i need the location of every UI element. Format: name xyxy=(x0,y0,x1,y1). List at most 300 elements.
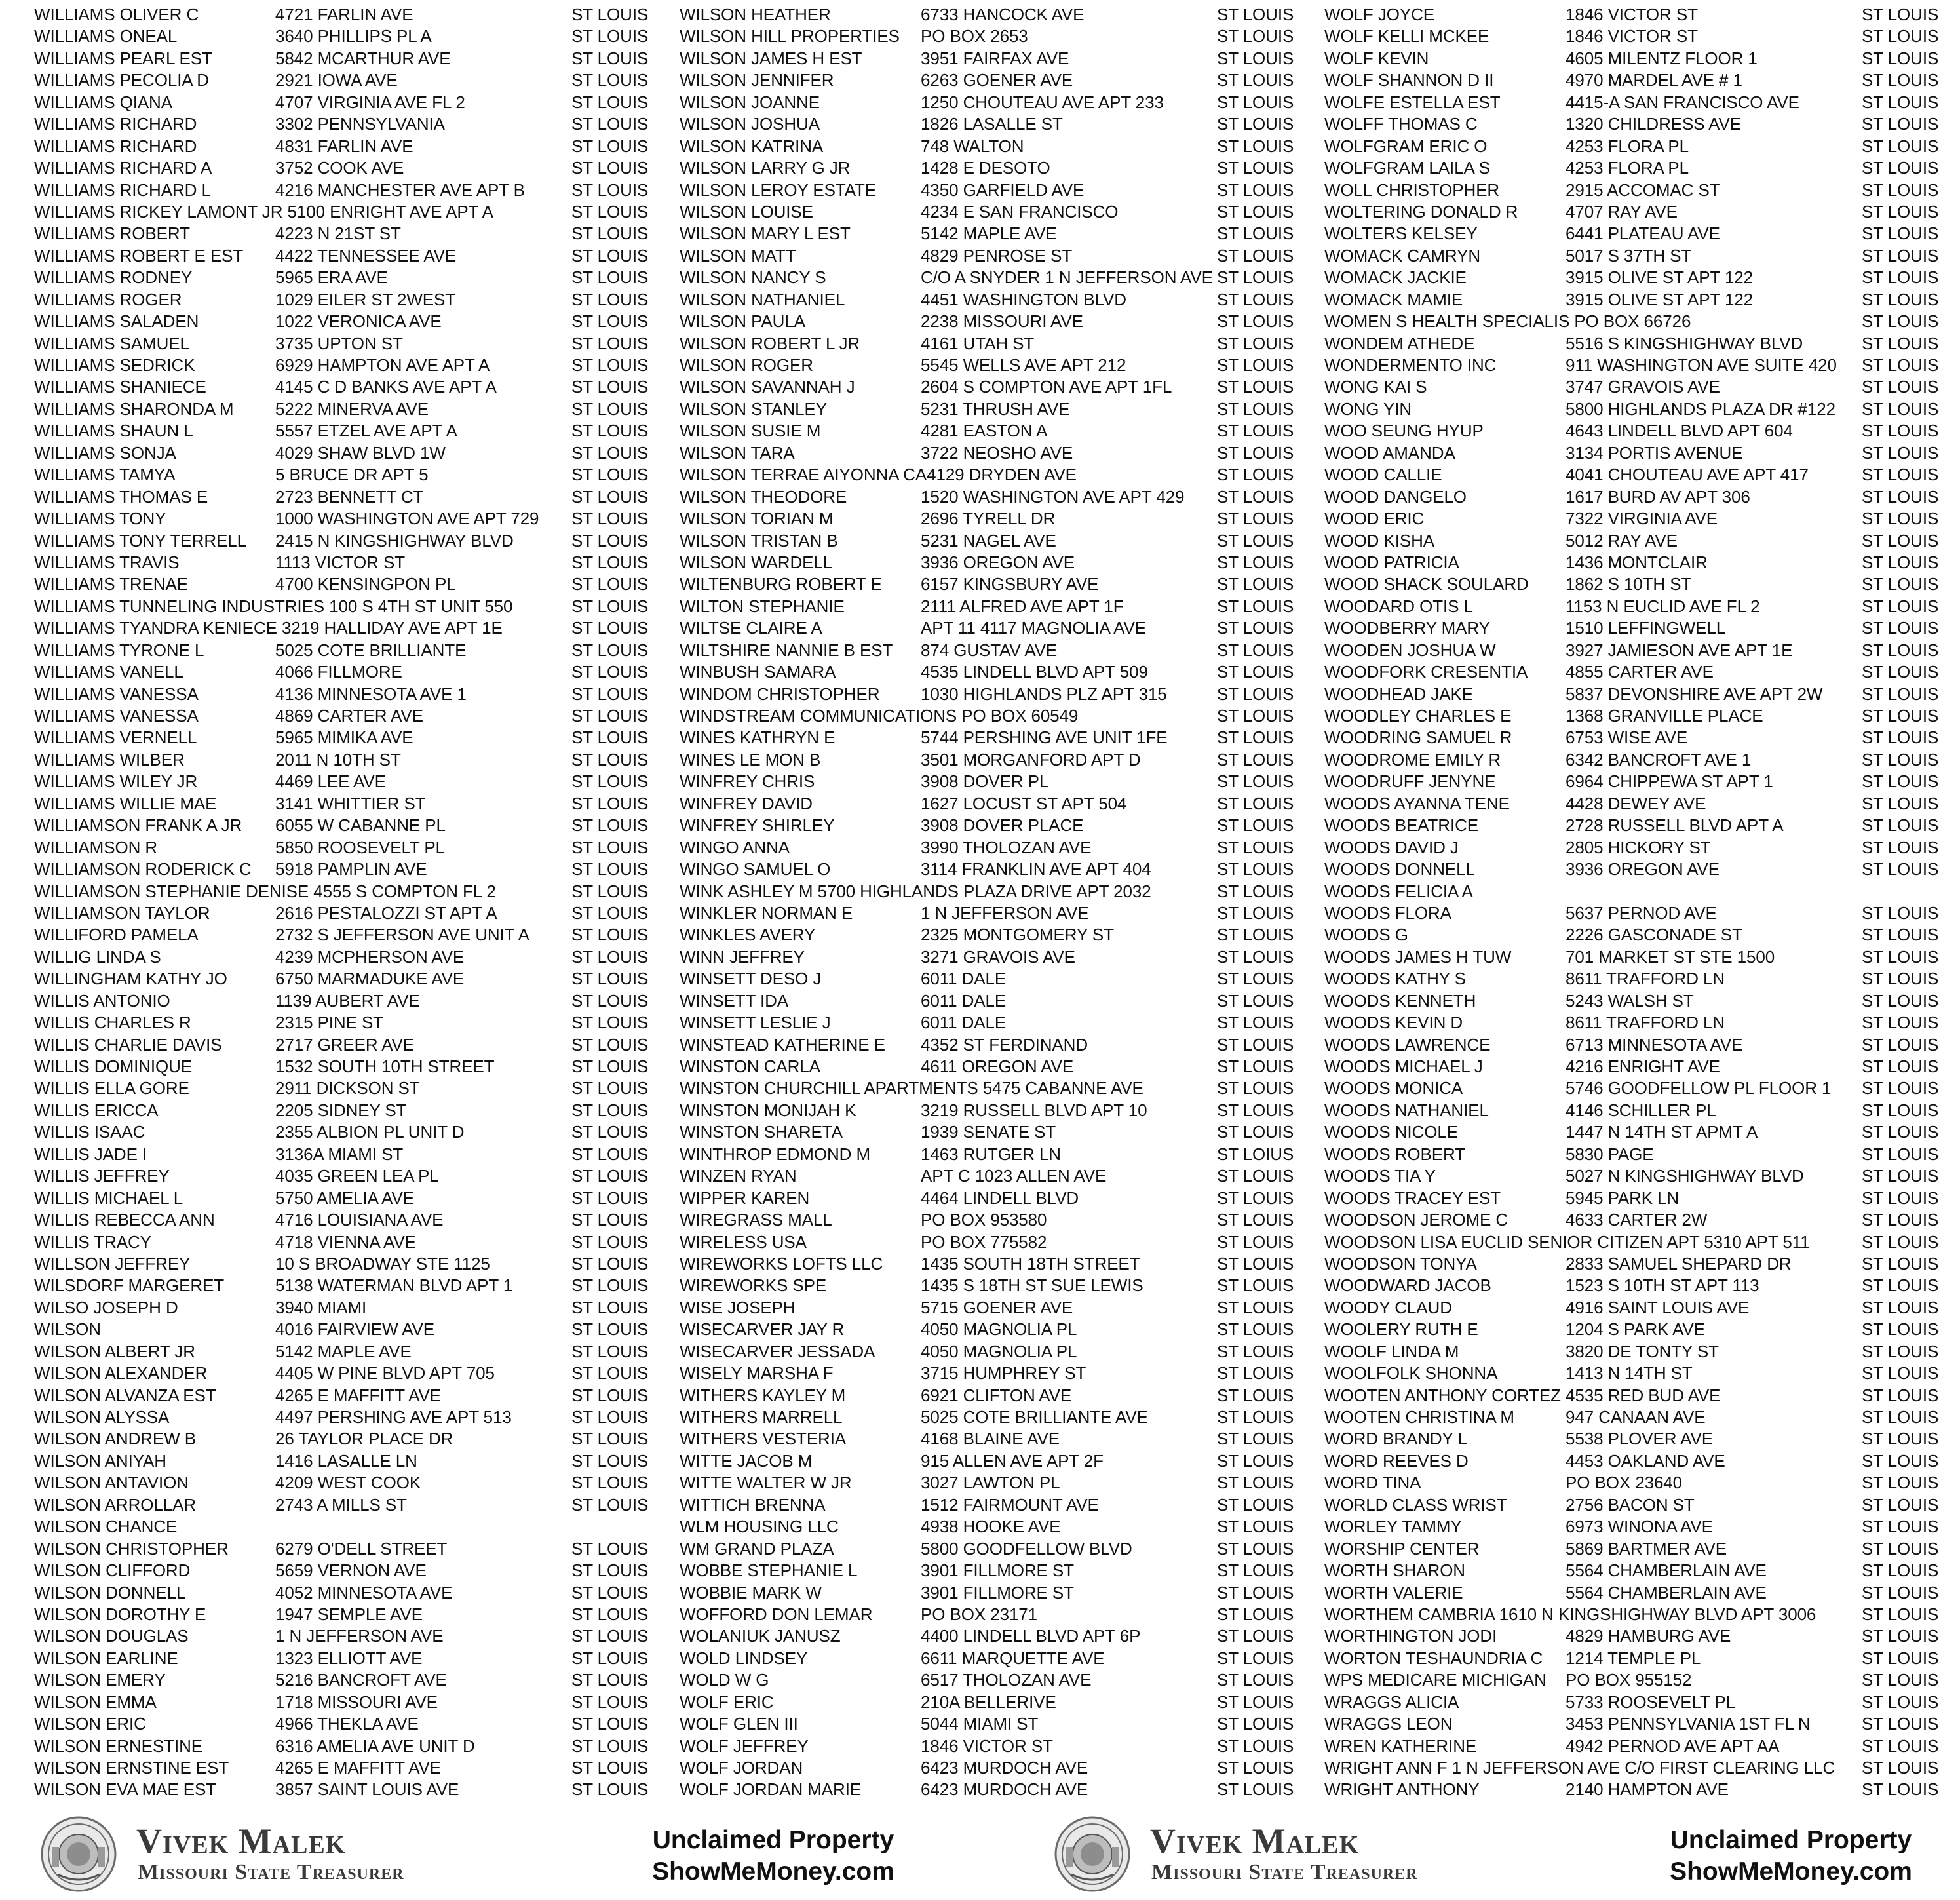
owner-address: 3752 COOK AVE xyxy=(275,157,408,179)
owner-address: 5659 VERNON AVE xyxy=(275,1560,431,1581)
owner-address: 1320 CHILDRESS AVE xyxy=(1566,113,1745,135)
listing-row xyxy=(34,1165,676,1187)
owner-name: WILLIG LINDA S xyxy=(34,946,165,968)
owner-name: WILSON LEROY ESTATE xyxy=(680,180,880,201)
owner-name: WORD REEVES D xyxy=(1324,1450,1472,1472)
owner-city: ST LOUIS xyxy=(1217,859,1294,880)
listing-row xyxy=(34,223,676,244)
owner-city: ST LOUIS xyxy=(1217,837,1294,857)
owner-address: 8611 TRAFFORD LN xyxy=(1566,968,1729,990)
owner-city: ST LOUIS xyxy=(1862,355,1939,375)
owner-name: WILLIAMS PECOLIA D xyxy=(34,69,213,91)
owner-city: ST LOUIS xyxy=(1217,1210,1294,1230)
owner-city: ST LOUIS xyxy=(1862,1078,1939,1098)
listing-row xyxy=(34,267,676,288)
owner-address: 2921 IOWA AVE xyxy=(275,69,402,91)
owner-address: 5564 CHAMBERLAIN AVE xyxy=(1566,1560,1771,1581)
owner-address: 4234 E SAN FRANCISCO xyxy=(921,201,1122,223)
owner-address: 6423 MURDOCH AVE xyxy=(921,1779,1092,1800)
owner-address: 5138 WATERMAN BLVD APT 1 xyxy=(275,1275,516,1296)
listing-row xyxy=(1324,69,1960,91)
owner-name: WILLIAMS WILBER xyxy=(34,749,189,771)
owner-address: 6441 PLATEAU AVE xyxy=(1566,223,1724,244)
listing-row xyxy=(1324,420,1960,442)
owner-address: 1 N JEFFERSON AVE xyxy=(921,902,1092,924)
listing-row xyxy=(680,333,1322,355)
owner-name: WILLIAMS SHANIECE xyxy=(34,376,210,398)
owner-city: ST LOUIS xyxy=(1862,837,1939,857)
owner-city: ST LOUIS xyxy=(1217,771,1294,792)
owner-city: ST LOUIS xyxy=(1217,48,1294,68)
owner-city: ST LOUIS xyxy=(1862,1714,1939,1734)
owner-name: WORTH VALERIE xyxy=(1324,1582,1467,1604)
owner-city: ST LOUIS xyxy=(1217,114,1294,134)
owner-name: WILSON ANTAVION xyxy=(34,1472,193,1494)
owner-address: 1862 S 10TH ST xyxy=(1566,573,1695,595)
owner-address: 4855 CARTER AVE xyxy=(1566,661,1718,683)
owner-address: 5637 PERNOD AVE xyxy=(1566,902,1721,924)
listing-column xyxy=(34,4,676,1801)
owner-address: 3936 OREGON AVE xyxy=(1566,859,1723,880)
owner-city: ST LOUIS xyxy=(1862,574,1939,594)
owner-city: ST LOUIS xyxy=(571,552,649,572)
owner-address: 2756 BACON ST xyxy=(1566,1494,1699,1516)
owner-name: WOODWARD JACOB xyxy=(1324,1275,1495,1296)
owner-address: 4428 DEWEY AVE xyxy=(1566,793,1710,815)
owner-name: WILLIAMS WILEY JR xyxy=(34,771,201,792)
owner-name: WILSON JAMES H EST xyxy=(680,48,866,69)
owner-address: 6423 MURDOCH AVE xyxy=(921,1757,1092,1779)
owner-city: ST LOUIS xyxy=(1862,1538,1939,1559)
treasurer-brand xyxy=(1052,1815,1510,1894)
owner-name: WOODS JAMES H TUW xyxy=(1324,946,1515,968)
owner-name: WORD BRANDY L xyxy=(1324,1428,1471,1450)
listing-row xyxy=(680,48,1322,69)
owner-name: WILSON ERNSTINE EST xyxy=(34,1757,233,1779)
listing-row xyxy=(680,1056,1322,1077)
owner-address: 4611 OREGON AVE xyxy=(921,1056,1077,1077)
listing-row xyxy=(1324,92,1960,113)
listing-row xyxy=(1324,201,1960,223)
listing-row xyxy=(34,333,676,355)
listing-row xyxy=(34,1209,676,1231)
owner-city: ST LOUIS xyxy=(1862,946,1939,967)
owner-address: 947 CANAAN AVE xyxy=(1566,1406,1709,1428)
owner-address: 3857 SAINT LOUIS AVE xyxy=(275,1779,463,1800)
owner-address: 3640 PHILLIPS PL A xyxy=(275,26,436,47)
owner-city: ST LOUIS xyxy=(1862,1341,1939,1361)
listing-row xyxy=(34,1472,676,1494)
owner-address: PO BOX 955152 xyxy=(1566,1669,1695,1691)
owner-name: WITTE WALTER W JR xyxy=(680,1472,856,1494)
owner-address: 4016 FAIRVIEW AVE xyxy=(275,1319,438,1340)
owner-city: ST LOUIS xyxy=(1217,486,1294,507)
owner-address: 3951 FAIRFAX AVE xyxy=(921,48,1073,69)
owner-name: WILLIAMSON FRANK A JR xyxy=(34,815,246,836)
owner-address: 3136A MIAMI ST xyxy=(275,1144,407,1165)
owner-city: ST LOUIS xyxy=(1217,1231,1294,1252)
owner-address: 1846 VICTOR ST xyxy=(1566,26,1702,47)
owner-address: 2226 GASCONADE ST xyxy=(1566,924,1746,946)
owner-name: WOOD CALLIE xyxy=(1324,464,1446,486)
owner-name: WILLIAMS RICKEY LAMONT JR 5100 ENRIGHT AVE APT A xyxy=(34,201,497,223)
owner-name: WISE JOSEPH xyxy=(680,1297,799,1319)
listing-row xyxy=(680,289,1322,311)
owner-address: 5243 WALSH ST xyxy=(1566,990,1698,1012)
listing-row xyxy=(34,727,676,748)
owner-name: WPS MEDICARE MICHIGAN xyxy=(1324,1669,1550,1691)
owner-city: ST LOUIS xyxy=(571,333,649,353)
owner-city: ST LOUIS xyxy=(571,1779,649,1800)
listing-row xyxy=(34,157,676,179)
listing-row xyxy=(1324,1188,1960,1209)
owner-address: 6263 GOENER AVE xyxy=(921,69,1077,91)
owner-city: ST LOUIS xyxy=(571,1122,649,1142)
owner-name: WILLIAMS ROBERT E EST xyxy=(34,245,247,267)
listing-row xyxy=(1324,1560,1960,1581)
owner-address: 5538 PLOVER AVE xyxy=(1566,1428,1717,1450)
listing-row xyxy=(34,1669,676,1691)
owner-address: 2696 TYRELL DR xyxy=(921,508,1059,530)
listing-row xyxy=(1324,793,1960,815)
owner-city: ST LOUIS xyxy=(571,180,649,200)
owner-name: WILLIAMS SONJA xyxy=(34,442,180,464)
owner-city: ST LOUIS xyxy=(571,509,649,529)
owner-city: ST LOUIS xyxy=(1217,136,1294,156)
owner-address: 1463 RUTGER LN xyxy=(921,1144,1065,1165)
owner-address: 4535 RED BUD AVE xyxy=(1566,1385,1724,1406)
owner-city: ST LOUIS xyxy=(1217,1648,1294,1668)
owner-name: WILLIAMS RICHARD xyxy=(34,113,201,135)
owner-name: WOODS KEVIN D xyxy=(1324,1012,1467,1034)
owner-city: ST LOUIS xyxy=(571,618,649,638)
listing-row xyxy=(680,990,1322,1012)
owner-city: ST LOUIS xyxy=(1217,1122,1294,1142)
listing-row xyxy=(1324,113,1960,135)
listing-row xyxy=(1324,1648,1960,1669)
program-website: ShowMeMoney.com xyxy=(1670,1857,1912,1886)
owner-city: ST LOUIS xyxy=(571,311,649,332)
listing-row xyxy=(1324,48,1960,69)
listing-row xyxy=(680,1363,1322,1384)
owner-city: ST LOUIS xyxy=(571,662,649,682)
owner-address: 5869 BARTMER AVE xyxy=(1566,1538,1731,1560)
owner-name: WILLIS JEFFREY xyxy=(34,1165,174,1187)
listing-row xyxy=(34,201,676,223)
owner-name: WILLIAMS WILLIE MAE xyxy=(34,793,220,815)
owner-name: WRIGHT ANN F 1 N JEFFERSON AVE C/O FIRST CLEARING LLC xyxy=(1324,1757,1839,1779)
listing-row xyxy=(1324,376,1960,398)
owner-address: 5733 ROOSEVELT PL xyxy=(1566,1692,1739,1713)
listing-row xyxy=(34,1779,676,1800)
owner-address: 6733 HANCOCK AVE xyxy=(921,4,1088,26)
listing-row xyxy=(680,1144,1322,1165)
owner-address: 1520 WASHINGTON AVE APT 429 xyxy=(921,486,1188,508)
owner-name: WOLD LINDSEY xyxy=(680,1648,811,1669)
owner-address: 5800 GOODFELLOW BLVD xyxy=(921,1538,1136,1560)
treasurer-name: Vivek Malek xyxy=(1150,1821,1360,1861)
listing-row xyxy=(1324,1231,1960,1253)
owner-name: WINSTON CARLA xyxy=(680,1056,824,1077)
listing-row xyxy=(34,881,676,902)
owner-name: WONG YIN xyxy=(1324,398,1415,420)
owner-address: 2315 PINE ST xyxy=(275,1012,387,1034)
owner-address: 6342 BANCROFT AVE 1 xyxy=(1566,749,1755,771)
owner-name: WISELY MARSHA F xyxy=(680,1363,837,1384)
listing-row xyxy=(680,1165,1322,1187)
owner-name: WILSON STANLEY xyxy=(680,398,831,420)
treasurer-brand xyxy=(38,1815,497,1894)
listing-row xyxy=(680,1253,1322,1275)
owner-name: WILSON JENNIFER xyxy=(680,69,837,91)
owner-city: ST LOUIS xyxy=(1217,684,1294,704)
listing-row xyxy=(1324,771,1960,792)
listing-row xyxy=(680,486,1322,508)
owner-name: WRAGGS ALICIA xyxy=(1324,1692,1463,1713)
listing-row xyxy=(680,946,1322,968)
owner-name: WOBBIE MARK W xyxy=(680,1582,826,1604)
owner-city: ST LOUIS xyxy=(1217,1494,1294,1515)
listing-row xyxy=(1324,1516,1960,1538)
owner-city: ST LOUIS xyxy=(1862,48,1939,68)
owner-name: WORTHEM CAMBRIA 1610 N KINGSHIGHWAY BLVD APT 3006 xyxy=(1324,1604,1820,1625)
listing-row xyxy=(1324,596,1960,617)
listing-row xyxy=(34,924,676,946)
owner-address: 701 MARKET ST STE 1500 xyxy=(1566,946,1778,968)
owner-name: WILSON DOUGLAS xyxy=(34,1625,193,1647)
owner-address: 1510 LEFFINGWELL xyxy=(1566,617,1729,639)
owner-name: WILLIS CHARLIE DAVIS xyxy=(34,1034,226,1056)
listing-row xyxy=(680,1560,1322,1581)
owner-address: 6011 DALE xyxy=(921,990,1010,1012)
owner-city: ST LOUIS xyxy=(1217,1758,1294,1777)
owner-city: ST LOUIS xyxy=(571,771,649,792)
listing-row xyxy=(34,69,676,91)
program-promo xyxy=(1650,1825,1932,1888)
owner-address: 4253 FLORA PL xyxy=(1566,136,1693,157)
owner-address: 2732 S JEFFERSON AVE UNIT A xyxy=(275,924,533,946)
owner-city: ST LOUIS xyxy=(1217,1013,1294,1033)
owner-city: ST LOUIS xyxy=(1217,1473,1294,1493)
owner-city: ST LOUIS xyxy=(1217,902,1294,923)
listing-row xyxy=(1324,1363,1960,1384)
owner-address: 5918 PAMPLIN AVE xyxy=(275,859,431,880)
listing-row xyxy=(34,1012,676,1034)
owner-address: 4829 PENROSE ST xyxy=(921,245,1076,267)
owner-city: ST LOUIS xyxy=(571,1166,649,1186)
owner-address: 2140 HAMPTON AVE xyxy=(1566,1779,1733,1800)
listing-row xyxy=(34,1231,676,1253)
listing-row xyxy=(680,1713,1322,1735)
owner-name: WOODS DAVID J xyxy=(1324,837,1463,859)
owner-city: ST LOUIS xyxy=(571,1714,649,1734)
owner-name: WILLIAMS VANELL xyxy=(34,661,187,683)
owner-city: ST LOUIS xyxy=(1862,662,1939,682)
owner-name: WILSON HEATHER xyxy=(680,4,835,26)
owner-name: WINKLES AVERY xyxy=(680,924,819,946)
owner-address: 4281 EASTON A xyxy=(921,420,1051,442)
listing-row xyxy=(1324,1275,1960,1296)
listing-row xyxy=(680,355,1322,376)
owner-city: ST LOUIS xyxy=(571,1253,649,1273)
owner-name: WOMACK JACKIE xyxy=(1324,267,1470,288)
owner-name: WILSON TARA xyxy=(680,442,799,464)
listing-row xyxy=(1324,398,1960,420)
owner-city: ST LOUIS xyxy=(1862,158,1939,178)
listing-row xyxy=(1324,1012,1960,1034)
listing-row xyxy=(680,1779,1322,1800)
owner-name: WINFREY SHIRLEY xyxy=(680,815,838,836)
owner-name: WILLIAMS RICHARD L xyxy=(34,180,215,201)
listing-row xyxy=(1324,26,1960,47)
owner-name: WILSON ROBERT L JR xyxy=(680,333,864,355)
owner-address: 915 ALLEN AVE APT 2F xyxy=(921,1450,1107,1472)
owner-name: WOODARD OTIS L xyxy=(1324,596,1477,617)
listing-row xyxy=(34,1713,676,1735)
listing-row xyxy=(34,596,676,617)
owner-city: ST LOUIS xyxy=(571,1538,649,1559)
owner-city: ST LOUIS xyxy=(571,706,649,726)
listing-row xyxy=(1324,815,1960,836)
owner-name: WILLIAMS SALADEN xyxy=(34,311,202,332)
owner-address: 4216 ENRIGHT AVE xyxy=(1566,1056,1724,1077)
owner-address: 1113 VICTOR ST xyxy=(275,552,409,573)
listing-row xyxy=(34,1428,676,1450)
owner-address: 1627 LOCUST ST APT 504 xyxy=(921,793,1130,815)
owner-name: WILSON TRISTAN B xyxy=(680,530,842,552)
listing-row xyxy=(34,486,676,508)
owner-city: ST LOUIS xyxy=(1862,1582,1939,1602)
listing-row xyxy=(680,223,1322,244)
program-promo xyxy=(636,1825,911,1888)
owner-city: ST LOUIS xyxy=(1862,311,1939,332)
owner-address: 1139 AUBERT AVE xyxy=(275,990,424,1012)
owner-address: 4161 UTAH ST xyxy=(921,333,1038,355)
owner-address: 5945 PARK LN xyxy=(1566,1188,1683,1209)
owner-city: ST LOUIS xyxy=(1217,1275,1294,1296)
listing-row xyxy=(34,617,676,639)
owner-name: WILLIAMS TAMYA xyxy=(34,464,179,486)
owner-address: 2238 MISSOURI AVE xyxy=(921,311,1087,332)
owner-city: ST LOUIS xyxy=(571,1363,649,1384)
owner-name: WILSON EMERY xyxy=(34,1669,170,1691)
owner-name: WIRELESS USA xyxy=(680,1231,811,1253)
owner-address: 2415 N KINGSHIGHWAY BLVD xyxy=(275,530,518,552)
owner-city: ST LOUIS xyxy=(1217,26,1294,47)
owner-address: 6279 O'DELL STREET xyxy=(275,1538,451,1560)
owner-address: 4831 FARLIN AVE xyxy=(275,136,417,157)
listing-column xyxy=(1324,4,1960,1801)
owner-name: WINES LE MON B xyxy=(680,749,824,771)
owner-name: WOLF JEFFREY xyxy=(680,1735,813,1757)
owner-city: ST LOUIS xyxy=(1217,509,1294,529)
owner-city: ST LOUIS xyxy=(1862,727,1939,748)
owner-address: 2743 A MILLS ST xyxy=(275,1494,411,1516)
owner-city: ST LOUIS xyxy=(1862,136,1939,156)
owner-city: ST LOUIS xyxy=(1862,771,1939,792)
listing-row xyxy=(680,1012,1322,1034)
owner-city: ST LOUIS xyxy=(1217,706,1294,726)
owner-name: WOOLFOLK SHONNA xyxy=(1324,1363,1501,1384)
listing-row xyxy=(34,92,676,113)
owner-address: 3927 JAMIESON AVE APT 1E xyxy=(1566,640,1796,661)
owner-address: 4400 LINDELL BLVD APT 6P xyxy=(921,1625,1144,1647)
owner-name: WINFREY CHRIS xyxy=(680,771,818,792)
owner-name: WOLFE ESTELLA EST xyxy=(1324,92,1505,113)
owner-address: 5222 MINERVA AVE xyxy=(275,398,432,420)
listing-row xyxy=(1324,1253,1960,1275)
owner-city: ST LOUIS xyxy=(1217,377,1294,397)
listing-row xyxy=(680,376,1322,398)
owner-name: WOMACK CAMRYN xyxy=(1324,245,1484,267)
owner-name: WILLIAMS SHARONDA M xyxy=(34,398,237,420)
listing-row xyxy=(1324,902,1960,924)
listing-row xyxy=(1324,1077,1960,1099)
owner-name: WILLIS ANTONIO xyxy=(34,990,174,1012)
owner-address: 6055 W CABANNE PL xyxy=(275,815,450,836)
owner-name: WILLIAMS ROBERT xyxy=(34,223,194,244)
owner-name: WILSON PAULA xyxy=(680,311,809,332)
owner-address: 6011 DALE xyxy=(921,968,1010,990)
owner-name: WORTON TESHAUNDRIA C xyxy=(1324,1648,1547,1669)
owner-name: WILSON MATT xyxy=(680,245,800,267)
owner-city: ST LOUIS xyxy=(1862,1013,1939,1033)
owner-city: ST LOUIS xyxy=(571,245,649,265)
owner-city: ST LOUIS xyxy=(1862,1758,1939,1777)
owner-name: WOLL CHRISTOPHER xyxy=(1324,180,1503,201)
listing-row xyxy=(1324,311,1960,332)
owner-city: ST LOUIS xyxy=(1862,267,1939,288)
owner-name: WILLIAMS TRAVIS xyxy=(34,552,183,573)
owner-address: 4497 PERSHING AVE APT 513 xyxy=(275,1406,516,1428)
owner-city: ST LOUIS xyxy=(1217,1450,1294,1471)
owner-name: WOODS DONNELL xyxy=(1324,859,1479,880)
owner-address: 4216 MANCHESTER AVE APT B xyxy=(275,180,529,201)
owner-address: 1 N JEFFERSON AVE xyxy=(275,1625,447,1647)
owner-address: 4970 MARDEL AVE # 1 xyxy=(1566,69,1746,91)
owner-address: 2616 PESTALOZZI ST APT A xyxy=(275,902,501,924)
owner-name: WINKLER NORMAN E xyxy=(680,902,856,924)
listing-row xyxy=(34,1121,676,1143)
owner-address: 4029 SHAW BLVD 1W xyxy=(275,442,450,464)
owner-city: ST LOUIS xyxy=(571,1429,649,1449)
listing-row xyxy=(680,442,1322,464)
treasurer-title: Missouri State Treasurer xyxy=(1151,1860,1418,1884)
owner-address: 5025 COTE BRILLIANTE xyxy=(275,640,470,661)
owner-city: ST LOUIS xyxy=(571,136,649,156)
listing-row xyxy=(1324,727,1960,748)
owner-name: WINTHROP EDMOND M xyxy=(680,1144,874,1165)
owner-address: 2604 S COMPTON AVE APT 1FL xyxy=(921,376,1176,398)
owner-city: ST LOUIS xyxy=(571,465,649,485)
owner-name: WILLIAMS RODNEY xyxy=(34,267,196,288)
owner-name: WORLD CLASS WRIST xyxy=(1324,1494,1511,1516)
owner-name: WILSON ALVANZA EST xyxy=(34,1385,220,1406)
owner-address: 1428 E DESOTO xyxy=(921,157,1054,179)
owner-city: ST LOUIS xyxy=(571,1319,649,1340)
owner-name: WOODSON TONYA xyxy=(1324,1253,1481,1275)
owner-address: 5545 WELLS AVE APT 212 xyxy=(921,355,1130,376)
owner-name: WOODY CLAUD xyxy=(1324,1297,1456,1319)
listing-row xyxy=(34,1604,676,1625)
owner-address: 1204 S PARK AVE xyxy=(1566,1319,1709,1340)
owner-name: WILLIAMS TONY TERRELL xyxy=(34,530,250,552)
owner-address: 6973 WINONA AVE xyxy=(1566,1516,1717,1538)
owner-city: ST LOUIS xyxy=(571,355,649,375)
owner-city: ST LOUIS xyxy=(1862,1034,1939,1055)
owner-city: ST LOUIS xyxy=(1862,1385,1939,1405)
owner-address: 6316 AMELIA AVE UNIT D xyxy=(275,1735,479,1757)
